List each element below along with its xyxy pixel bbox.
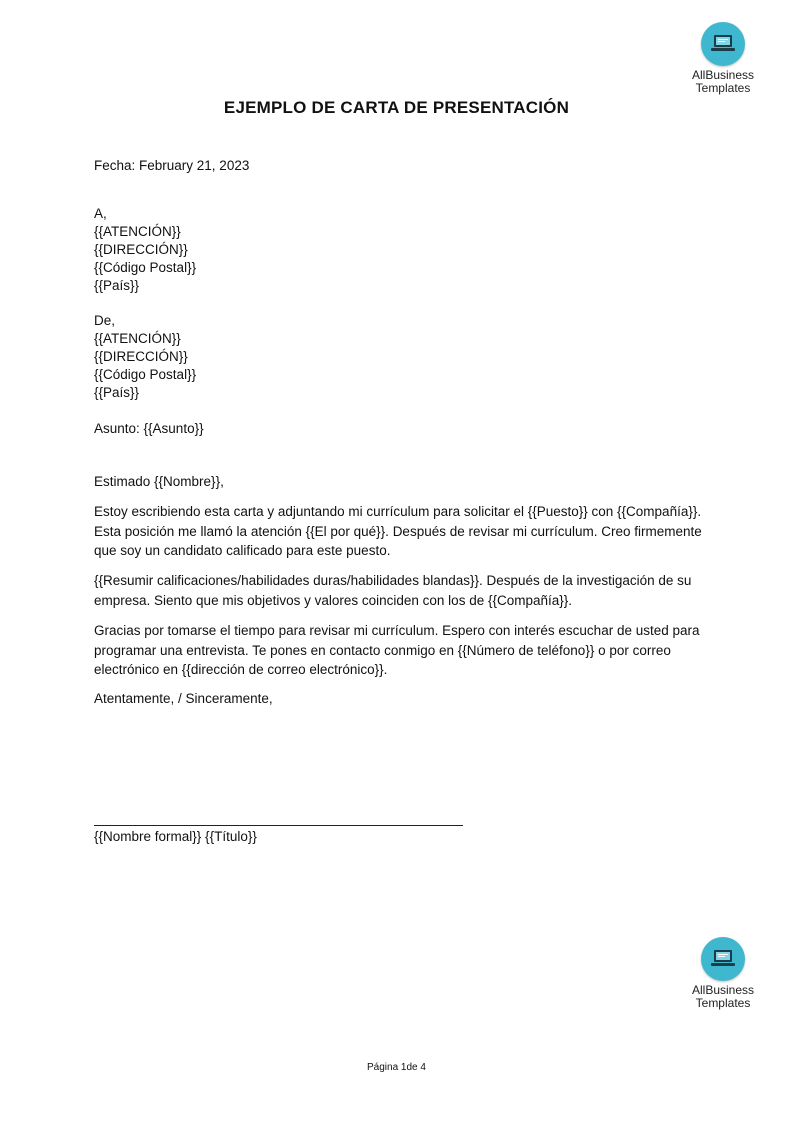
sender-line: {{Código Postal}} — [94, 367, 197, 382]
laptop-icon — [701, 937, 745, 981]
body-paragraph: Estoy escribiendo esta carta y adjuntando mi currículum para solicitar el {{Puesto}} con {{Compañía}}. Esta posición me llamó la atención {{El por qué}}. Después de revisar mi currículum. Creo firmemente que soy un candidato calificado para este puesto. — [94, 504, 702, 558]
brand-name: AllBusiness Templates — [691, 983, 755, 1010]
brand-logo-bottom — [683, 937, 763, 1010]
laptop-icon — [701, 22, 745, 66]
recipient-line: {{País}} — [94, 278, 140, 293]
closing: Atentamente, / Sinceramente, — [94, 691, 273, 706]
recipient-line: {{DIRECCIÓN}} — [94, 242, 188, 257]
sender-block — [94, 312, 704, 402]
signature-name: {{Nombre formal}} {{Título}} — [94, 829, 257, 844]
signature-line — [94, 825, 463, 826]
recipient-line: {{ATENCIÓN}} — [94, 224, 181, 239]
date-line: Fecha: February 21, 2023 — [94, 158, 250, 173]
sender-line: {{ATENCIÓN}} — [94, 331, 181, 346]
document-title: EJEMPLO DE CARTA DE PRESENTACIÓN — [223, 98, 570, 117]
subject-line: Asunto: {{Asunto}} — [94, 421, 204, 436]
sender-line: {{DIRECCIÓN}} — [94, 349, 188, 364]
greeting: Estimado {{Nombre}}, — [94, 474, 224, 489]
page-number: Página 1de 4 — [367, 1062, 426, 1073]
recipient-block — [94, 205, 704, 295]
recipient-line: A, — [94, 206, 107, 221]
sender-line: {{País}} — [94, 385, 140, 400]
body-paragraph: Gracias por tomarse el tiempo para revisar mi currículum. Espero con interés escuchar de usted para programar una entrevista. Te pones en contacto conmigo en {{Número de teléfono}} o por correo electrónico en {{dirección de correo electrónico}}. — [94, 623, 700, 677]
brand-logo-top — [683, 22, 763, 95]
body-paragraph: {{Resumir calificaciones/habilidades duras/habilidades blandas}}. Después de la investigación de su empresa. Siento que mis objetivos y valores coinciden con los de {{Compañía}}. — [94, 573, 692, 608]
sender-line: De, — [94, 313, 116, 328]
recipient-line: {{Código Postal}} — [94, 260, 197, 275]
brand-name: AllBusiness Templates — [691, 68, 755, 95]
